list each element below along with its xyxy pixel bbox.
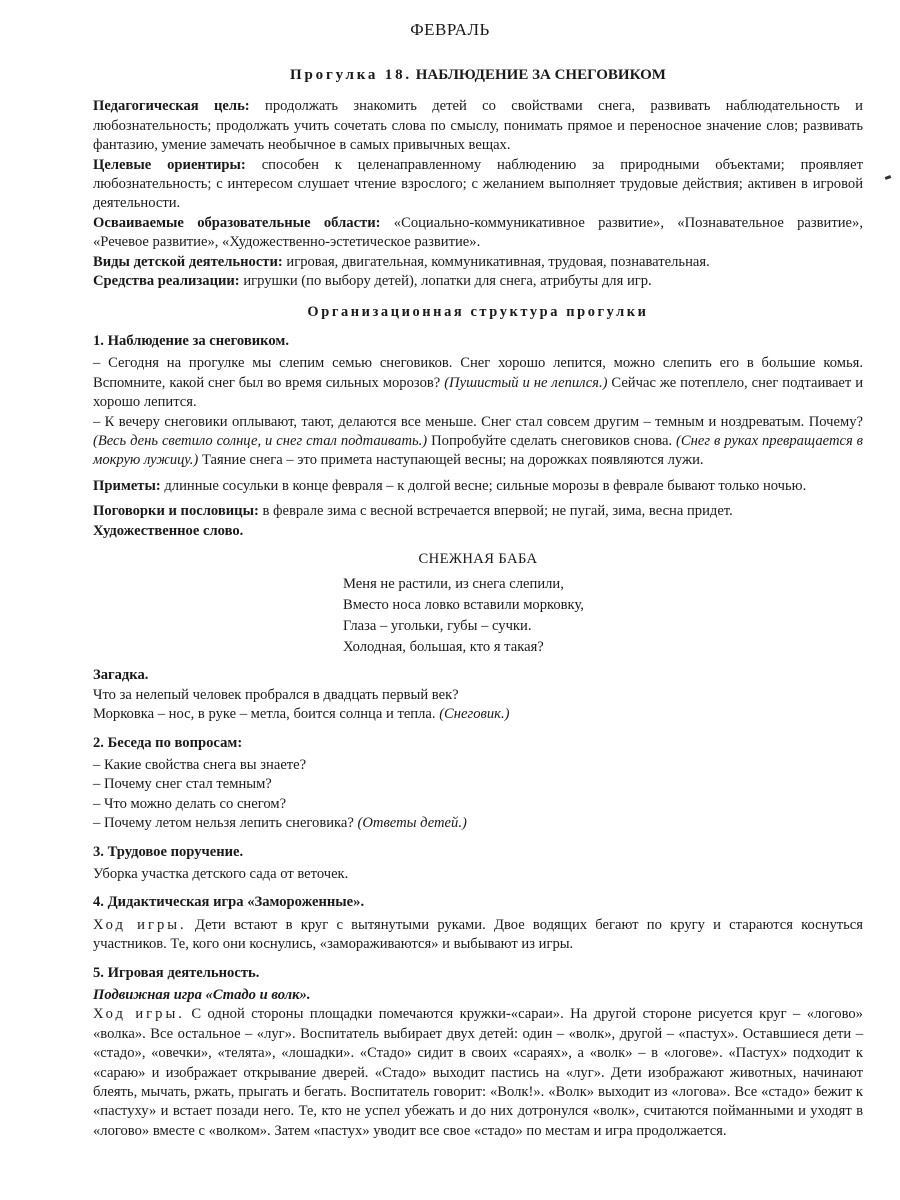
signs — [93, 477, 863, 496]
riddle-line-2 — [93, 705, 863, 724]
section-conversation-title: 2. Беседа по вопросам: — [93, 734, 243, 751]
poem-line: Вместо носа ловко вставили морковку, — [343, 597, 584, 614]
educational-areas — [93, 214, 863, 253]
sayings-label: Поговорки и пословицы: — [93, 503, 259, 520]
signs-label: Приметы: — [93, 477, 161, 494]
poem-line: Холодная, большая, кто я такая? — [343, 639, 544, 656]
outdoor-game-text — [93, 1005, 863, 1141]
question: – Почему снег стал темным? — [93, 776, 272, 793]
outdoor-game-title: Подвижная игра «Стадо и волк». — [93, 987, 311, 1004]
game-course-text: Дети встают в круг с вытянутыми руками. Двое водящих бегают по кругу и стараются коснуться участников. Те, кого они коснулись, «замораживаются» и выбывают из игры. — [93, 916, 863, 953]
riddle-answer: (Снеговик.) — [439, 706, 510, 723]
observation-text: Сейчас же потеплело, снег подтаивает и хорошо лепится. — [93, 374, 864, 411]
question — [93, 814, 863, 833]
poem-title: СНЕЖНАЯ БАБА — [418, 550, 538, 567]
target-orientations — [93, 156, 863, 214]
poem-line: Меня не растили, из снега слепили, — [343, 576, 564, 593]
section-didactic-game-title: 4. Дидактическая игра «Замороженные». — [93, 894, 365, 911]
poem — [343, 574, 863, 658]
pedagogical-goal — [93, 97, 863, 155]
implementation-means — [93, 272, 863, 291]
pedagogical-goal-label: Педагогическая цель: — [93, 98, 250, 115]
labor-text: Уборка участка детского сада от веточек. — [93, 866, 349, 882]
game-course-label: Ход игры. — [93, 916, 187, 933]
activity-kinds-label: Виды детской деятельности: — [93, 253, 283, 270]
walk-title — [93, 66, 863, 85]
question: – Какие свойства снега вы знаете? — [93, 756, 307, 773]
observation-paragraph-1 — [93, 354, 863, 412]
implementation-means-label: Средства реализации: — [93, 273, 240, 290]
walk-topic: НАБЛЮДЕНИЕ ЗА СНЕГОВИКОМ — [415, 67, 666, 83]
educational-areas-text: «Социально-коммуникативное развитие», «Познавательное развитие», «Речевое развитие», «Художественно-эстетическое развитие». — [93, 214, 863, 251]
observation-answer: (Снег в руках превращается в мокрую лужицу.) — [93, 432, 864, 469]
game-course-label: Ход игры. — [93, 1006, 185, 1023]
walk-number: Прогулка 18. — [290, 67, 412, 83]
question-answer: (Ответы детей.) — [357, 815, 467, 832]
question: – Что можно делать со снегом? — [93, 795, 287, 812]
pedagogical-goal-text: продолжать знакомить детей со свойствами снега, развивать наблюдательность и любознательность; продолжать учить сочетать слова по смыслу, понимать прямое и переносное значение слов; развивать фантазию, умение замечать необычное в самых привычных вещах. — [93, 98, 863, 154]
activity-kinds-text: игровая, двигательная, коммуникативная, трудовая, познавательная. — [286, 253, 710, 270]
game-course-text: С одной стороны площадки помечаются кружки-«сараи». На другой стороне рисуется круг – «логово» «волка». Все остальное – «луг». Воспитатель выбирает двух детей: один – «волк», другой – «пастух». Оставшиеся дети – «стадо», «овечки», «телята», «лошадки». «Стадо» сидит в своих «сараях», а «волк» – в «логове». «Пастух» подходит к «сараю» и изображает открывание дверей. «Стадо» выходит пастись на «луг». Дети изображают животных, начинают блеять, мычать, ржать, прыгать и бегать. Воспитатель говорит: «Волк!». «Волк» выходит из «логова». Все «стадо» бежит к «пастуху» и встает позади него. Те, кто не успел убежать и до них дотронулся «волк», считаются пойманными и уходят в «логово» вместе с «волком». Затем «пастух» уводит все свое «стадо» по местам и игра продолжается. — [93, 1006, 863, 1139]
section-play-title: 5. Игровая деятельность. — [93, 964, 260, 981]
observation-paragraph-2 — [93, 413, 863, 471]
section-observation-title: 1. Наблюдение за снеговиком. — [93, 332, 289, 349]
art-word-label: Художественное слово. — [93, 522, 244, 539]
observation-text: – Сегодня на прогулке мы слепим семью снеговиков. Снег хорошо лепится, можно слепить его в большие комья. Вспомните, какой снег был во время сильных морозов? — [93, 355, 863, 391]
target-orientations-text: способен к целенаправленному наблюдению за природными объектами; проявляет любознательность; с интересом слушает чтение взрослого; с желанием выполняет трудовые действия; активен в игровой деятельности. — [93, 156, 863, 212]
riddle-label: Загадка. — [93, 667, 149, 684]
question-text: – Почему летом нельзя лепить снеговика? — [93, 815, 354, 832]
implementation-means-text: игрушки (по выбору детей), лопатки для снега, атрибуты для игр. — [243, 273, 652, 290]
riddle-text: Морковка – нос, в руке – метла, боится солнца и тепла. — [93, 706, 436, 723]
sayings — [93, 502, 863, 521]
org-structure-title: Организационная структура прогулки — [307, 304, 649, 321]
observation-answer: (Весь день светило солнце, и снег стал подтаивать.) — [93, 432, 428, 449]
observation-text: Попробуйте сделать снеговиков снова. — [431, 432, 673, 449]
target-orientations-label: Целевые ориентиры: — [93, 156, 246, 173]
didactic-game-text — [93, 916, 863, 955]
margin-mark — [885, 175, 892, 180]
educational-areas-label: Осваиваемые образовательные области: — [93, 214, 381, 231]
sayings-text: в феврале зима с весной встречается впервой; не пугай, зима, весна придет. — [262, 503, 733, 520]
content — [93, 66, 863, 1141]
riddle-line-1: Что за нелепый человек пробрался в двадцать первый век? — [93, 686, 459, 703]
observation-answer: (Пушистый и не лепился.) — [444, 374, 608, 391]
poem-line: Глаза – угольки, губы – сучки. — [343, 618, 532, 635]
section-labor-title: 3. Трудовое поручение. — [93, 843, 244, 860]
month-heading: ФЕВРАЛЬ — [410, 20, 490, 39]
observation-text: Таяние снега – это примета наступающей весны; на дорожках появляются лужи. — [201, 452, 704, 469]
activity-kinds — [93, 253, 863, 272]
observation-text: – К вечеру снеговики оплывают, тают, делаются все меньше. Снег стал совсем другим – темным и ноздреватым. Почему? — [93, 413, 863, 430]
signs-text: длинные сосульки в конце февраля – к долгой весне; сильные морозы в феврале бывают только ночью. — [164, 477, 807, 494]
